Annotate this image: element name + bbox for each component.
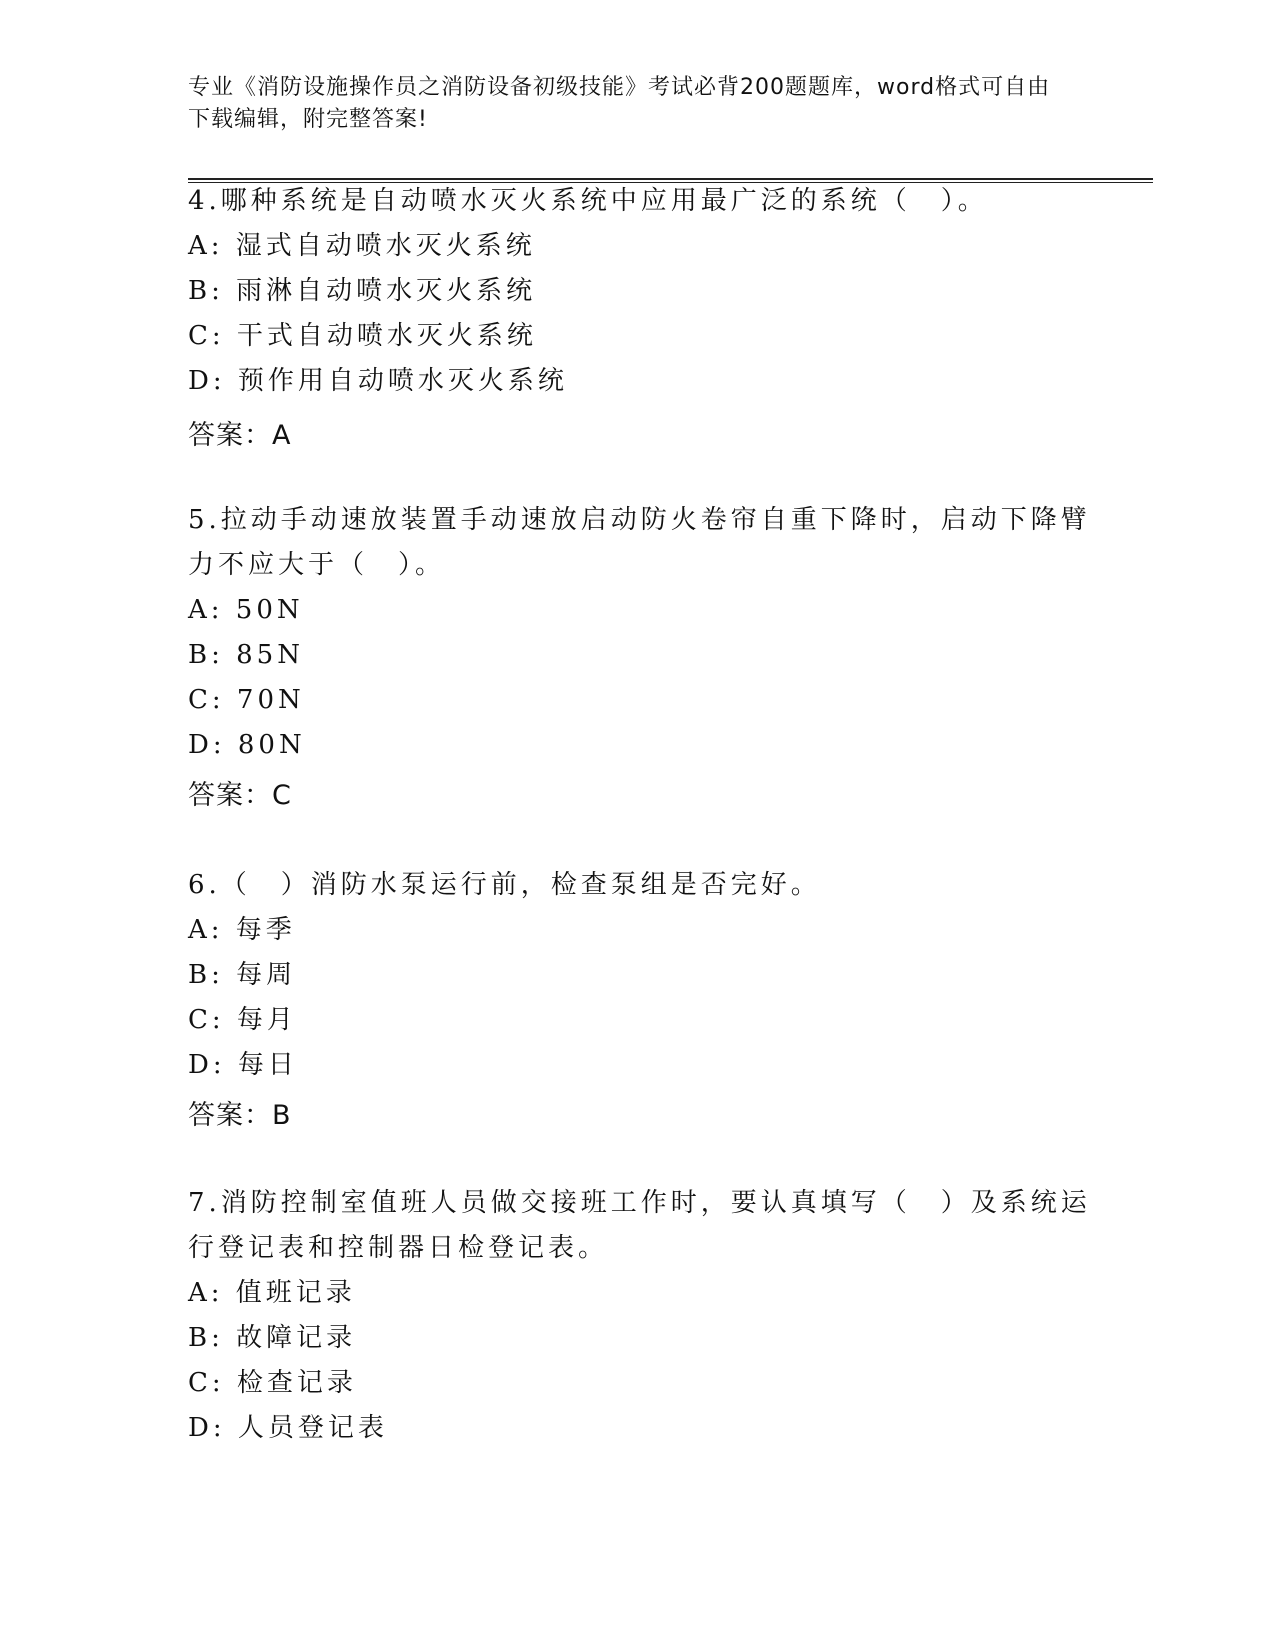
question-4-option-d: D: 预作用自动喷水灭火系统 [188, 366, 568, 396]
question-7-option-c: C: 检查记录 [188, 1368, 357, 1398]
question-5-stem-line2: 力不应大于（ ）。 [188, 550, 446, 580]
question-5-stem-line1: 5.拉动手动速放装置手动速放启动防火卷帘自重下降时，启动下降臂 [188, 505, 1091, 535]
question-5-option-b: B: 85N [188, 640, 304, 670]
question-7-option-b: B: 故障记录 [188, 1323, 357, 1353]
question-4-option-b: B: 雨淋自动喷水灭火系统 [188, 276, 537, 306]
question-4-option-c: C: 干式自动喷水灭火系统 [188, 321, 537, 351]
question-4-option-a: A: 湿式自动喷水灭火系统 [188, 231, 536, 261]
question-7-stem-line2: 行登记表和控制器日检登记表。 [188, 1233, 609, 1263]
question-5-option-c: C: 70N [188, 685, 305, 715]
question-5-option-d: D: 80N [188, 730, 306, 760]
question-5-answer: 答案：C [188, 780, 292, 811]
question-6-stem: 6.（ ）消防水泵运行前，检查泵组是否完好。 [188, 870, 821, 900]
question-6-answer: 答案：B [188, 1100, 292, 1131]
question-6-option-d: D: 每日 [188, 1050, 298, 1080]
question-4-stem: 4.哪种系统是自动喷水灭火系统中应用最广泛的系统（ ）。 [188, 186, 988, 216]
question-7-option-a: A: 值班记录 [188, 1278, 356, 1308]
question-4-answer: 答案：A [188, 420, 292, 451]
question-6-option-b: B: 每周 [188, 960, 297, 990]
question-6-option-c: C: 每月 [188, 1005, 297, 1035]
question-5-option-a: A: 50N [188, 595, 304, 625]
question-7-stem-line1: 7.消防控制室值班人员做交接班工作时，要认真填写（ ）及系统运 [188, 1188, 1091, 1218]
header-divider [188, 178, 1153, 183]
question-7-option-d: D: 人员登记表 [188, 1413, 388, 1443]
document-header: 专业《消防设施操作员之消防设备初级技能》考试必背200题题库，word格式可自由下载编辑，附完整答案! [188, 75, 1051, 132]
question-6-option-a: A: 每季 [188, 915, 296, 945]
